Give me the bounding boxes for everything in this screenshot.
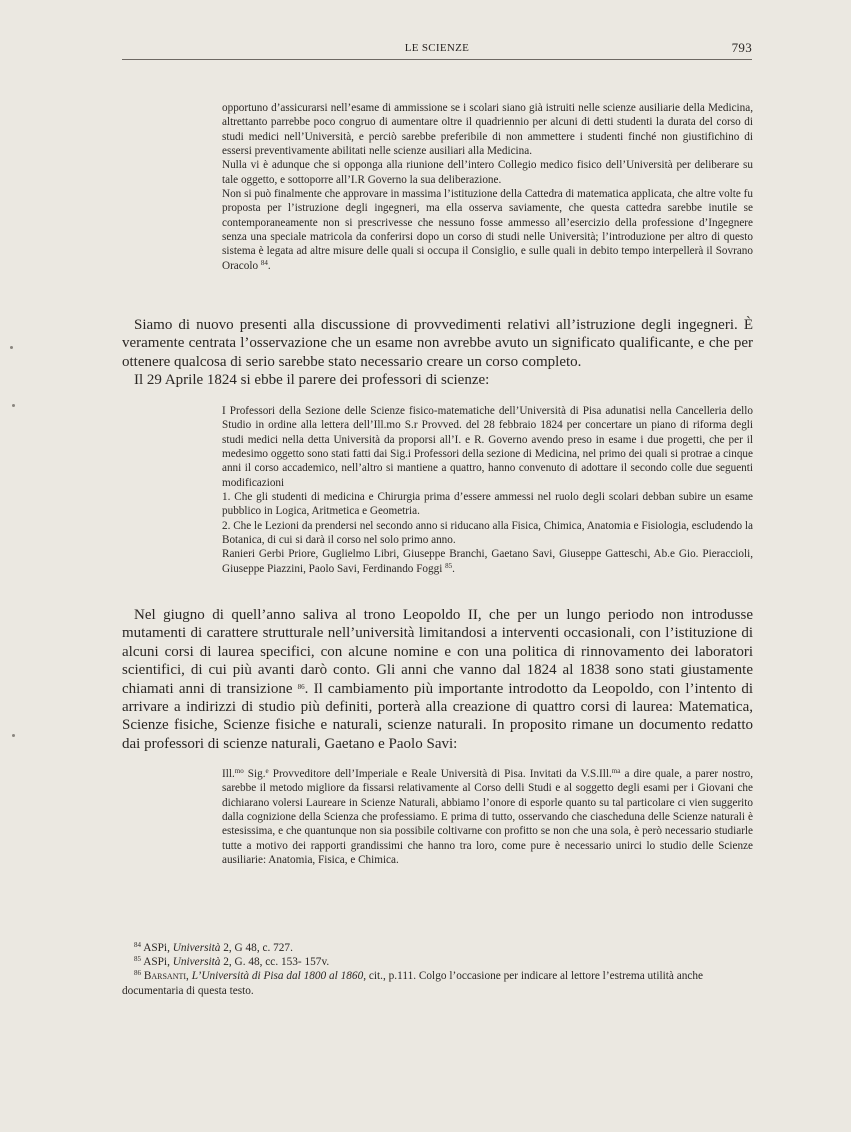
body-paragraph: Il 29 Aprile 1824 si ebbe il parere dei professori di scienze: (134, 372, 490, 389)
quote-paragraph: Ill.$^{mo}$ Sig.$^e$ Provveditore dell’Imperiale e Reale Università di Pisa. Invitati da V.S.Ill.$^{ma}$ a dire quale, a parer nostro, sarebbe il metodo migliore da fissarsi relativamente al Corso delli Studi e al soggetto degli esami per i Giovani che dichiarano volersi Laureare in Scienze Naturali, abbiamo l’onore di esporle quanto su tal particolare ci vien suggerito dalla cognizione della Scienza che professiamo. E prima di tutto, osservando che ciascheduna delle Scienze naturali è estesissima, e che quantunque non sia possibile coltivarne con profitto se non che una sola, è però necessario studiarle tutte a motivo dei rapporti grandissimi che hanno tra loro, come pure è necessario unirci lo studio delle Scienze ausiliarie: Anatomia, Fisica, e Chimica. (222, 767, 753, 867)
footnote-ref-86[interactable]: 86 (297, 682, 305, 691)
running-header (122, 40, 752, 60)
quote-paragraph: I Professori della Sezione delle Scienze fisico-matematiche dell’Università di Pisa adunatisi nella Cancelleria dello Studio in ordine alla lettera dell’Ill.mo S.r Provved. del 28 febbraio 1824 per concertare un piano di riforma degli studi medici nella detta Università da proporsi all’I. e R. Governo avendo preso in esame i due progetti, che per il medesimo oggetto sono stati fatti dai Sig.i Professori della sezione di Medicina, nel primo dei quali si protrae a cinque anni il corso accademico, nell’altro si mantiene a quattro, hanno convenuto di adottare il secondo colle due seguenti modificazioni (222, 405, 753, 489)
running-title: LE SCIENZE (404, 42, 470, 54)
body-section-1 (122, 316, 753, 390)
block-quote-2 (222, 404, 753, 576)
footnote-86: $^{86}$ Barsanti, L’Università di Pisa dal 1800 al 1860, cit., p.111. Colgo l’occasione per indicare al lettore l’estrema utilità anche documentaria di questa testo. (122, 969, 704, 997)
footnote-ref-85[interactable]: 85 (445, 561, 453, 570)
quote-paragraph: 2. Che le Lezioni da prendersi nel secondo anno si riducano alla Fisica, Chimica, Anatomia e Fisiologia, escludendo la Botanica, di cui si darà il corso nel solo primo anno. (222, 519, 753, 547)
block-quote-1 (222, 101, 753, 273)
footnote-84: $^{84}$ ASPi, Università 2, G 48, c. 727. (134, 941, 293, 954)
header-rule (122, 59, 752, 60)
footnote-85: $^{85}$ ASPi, Università 2, G. 48, cc. 153- 157v. (134, 955, 330, 969)
quote-paragraph: 1. Che gli studenti di medicina e Chirurgia prima d’essere ammessi nel ruolo degli scolari debban subire un esame pubblico in Logica, Aritmetica e Geometria. (222, 491, 753, 518)
body-paragraph: Nel giugno di quell’anno saliva al trono Leopoldo II, che per un lungo periodo non introdusse mutamenti di carattere strutturale nell’università limitandosi a interventi occasionali, con l’istituzione di alcuni corsi di laurea specifici, con alcune nomine e con una politica di rinnovamento dei laboratori scientifici, di cui più avanti darò conto. Gli anni che vanno dal 1824 al 1838 sono stati giustamente chiamati anni di transizione $^{86}$. Il cambiamento più importante introdotto da Leopoldo, con l’intento di arrivare a indirizzi di studio più definiti, porterà alla creazione di quattro corsi di laurea: Matematica, Scienze fisiche, Scienze fisiche e naturali, scienze naturali. In proposito rimane un documento redatto dai professori di scienze naturali, Gaetano e Paolo Savi: (122, 607, 754, 752)
body-section-2 (122, 606, 753, 753)
scan-speck (10, 346, 13, 349)
page-number: 793 (731, 40, 752, 55)
quote-paragraph: Nulla vi è adunque che si opponga alla riunione dell’intero Collegio medico fisico dell’Università per deliberare su tale oggetto, e sottoporre all’I.R Governo la sua deliberazione. (222, 159, 753, 186)
block-quote-3 (222, 767, 753, 867)
footnotes (122, 941, 753, 998)
footnote-ref-84[interactable]: 84 (260, 258, 268, 267)
body-paragraph: Siamo di nuovo presenti alla discussione di provvedimenti relativi all’istruzione degli ingegneri. È veramente centrata l’osservazione che un esame non avrebbe avuto un significato qualificante, e che per ottenere qualcosa di serio sarebbe stato necessario creare un corso completo. (122, 317, 753, 370)
quote-paragraph: opportuno d’assicurarsi nell’esame di ammissione se i scolari siano già istruiti nelle scienze ausiliarie della Medicina, altrettanto parrebbe poco congruo di aumentare oltre il quadriennio per alcuni di detti studenti la durata del corso di studi medici nell’Università, e perciò sarebbe preferibile di non ammettere i studenti finché non giustifichino di essersi preventivamente abilitati nelle scienze ausiliari alla Medicina. (222, 102, 753, 158)
scan-speck (12, 734, 15, 737)
quote-signatories: Ranieri Gerbi Priore, Guglielmo Libri, Giuseppe Branchi, Gaetano Savi, Giuseppe Gatteschi, Ab.e Gio. Pieraccioli, Giuseppe Piazzini, Paolo Savi, Ferdinando Foggi $^{85}$. (222, 548, 753, 575)
scan-speck (12, 404, 15, 407)
quote-paragraph: Non si può finalmente che approvare in massima l’istituzione della Cattedra di matematica applicata, che altre volte fu proposta per l’istruzione degli ingegneri, ma ella osserva saviamente, che questa cattedra sarebbe inutile se contemporaneamente non si prescrivesse che nessuno fosse ammesso all’esercizio della professione d’Ingegnere senza una speciale matricola da conferirsi dopo un corso di studi nelle Università; l’introduzione per altro di questo sistema è legata ad altre misure delle quali si occupa il Consiglio, e sulle quali in debito tempo interpellerà il Sovrano Oracolo $^{84}$. (222, 188, 753, 272)
